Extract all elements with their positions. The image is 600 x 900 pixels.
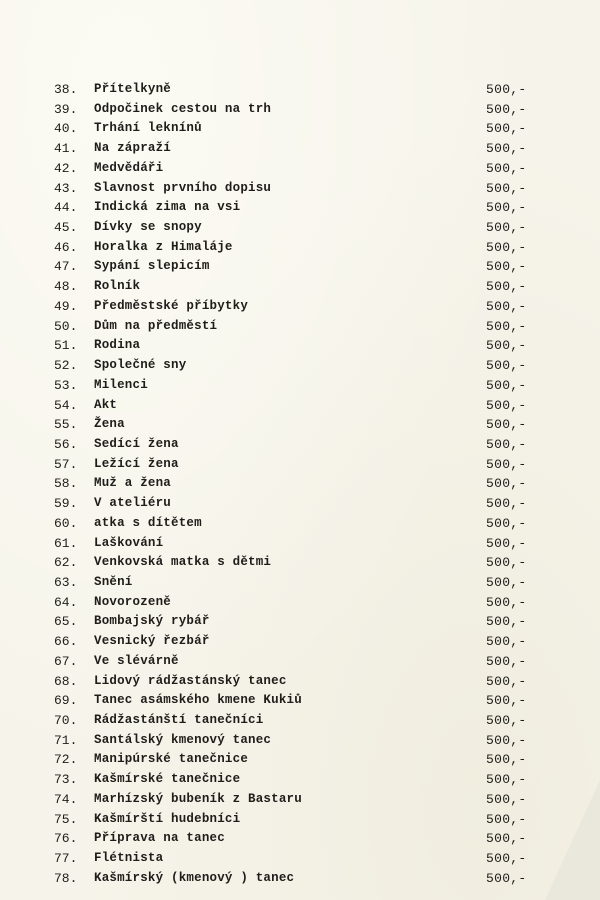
entry-number: 68. — [54, 673, 78, 689]
list-item — [54, 691, 544, 711]
entry-number: 54. — [54, 397, 78, 413]
entry-title: Akt — [94, 397, 118, 412]
entry-title: Kašmírští hudebníci — [94, 811, 241, 826]
entry-title: Sedící žena — [94, 436, 179, 451]
entry-title: Snění — [94, 574, 133, 589]
entry-title: Trhání leknínů — [94, 121, 202, 136]
entry-price: 500,- — [486, 693, 527, 709]
entry-number: 47. — [54, 259, 78, 275]
list-item — [54, 593, 544, 613]
entry-number: 60. — [54, 515, 78, 531]
entry-number: 41. — [54, 141, 78, 157]
entry-price: 500,- — [486, 634, 527, 650]
entry-price: 500,- — [486, 831, 527, 847]
entry-number: 57. — [54, 456, 78, 472]
entry-price: 500,- — [486, 772, 527, 788]
entry-title: Kašmírské tanečnice — [94, 772, 241, 787]
entry-title: Medvědáři — [94, 160, 164, 175]
list-item — [54, 849, 544, 869]
entry-number: 63. — [54, 574, 78, 590]
list-item — [54, 770, 544, 790]
entry-title: Muž a žena — [94, 476, 172, 491]
list-item — [54, 790, 544, 810]
list-item — [54, 810, 544, 830]
entry-number: 65. — [54, 614, 78, 630]
entry-title: Marhízský bubeník z Bastaru — [94, 791, 302, 806]
list-item — [54, 829, 544, 849]
entry-title: Žena — [94, 417, 125, 432]
entry-title: Dům na předměstí — [94, 318, 218, 333]
entry-title: Rádžastánští tanečníci — [94, 713, 264, 727]
list-item — [54, 179, 544, 199]
entry-number: 42. — [54, 160, 78, 176]
list-item — [54, 159, 544, 179]
entry-price: 500,- — [486, 259, 527, 275]
entry-price: 500,- — [486, 121, 527, 137]
entry-title: Laškování — [94, 535, 164, 550]
entry-price: 500,- — [486, 456, 527, 472]
entry-number: 76. — [54, 831, 78, 847]
list-item — [54, 356, 544, 376]
entry-price: 500,- — [486, 555, 527, 571]
entry-price: 500,- — [486, 220, 527, 236]
list-item — [54, 317, 544, 337]
list-item — [54, 435, 544, 455]
entry-number: 44. — [54, 200, 78, 216]
list-item — [54, 119, 544, 139]
entry-title: Ležící žena — [94, 456, 179, 471]
entry-title: Manipúrské tanečnice — [94, 752, 249, 767]
entry-number: 74. — [54, 791, 78, 807]
paper-corner-fold — [545, 780, 600, 900]
list-item — [54, 553, 544, 573]
entry-number: 61. — [54, 535, 78, 551]
entry-number: 51. — [54, 338, 78, 354]
entry-price: 500,- — [486, 732, 527, 748]
entry-price: 500,- — [486, 141, 527, 157]
entry-price: 500,- — [486, 101, 527, 117]
entry-number: 48. — [54, 279, 78, 295]
list-item — [54, 612, 544, 632]
entry-title: Flétnista — [94, 851, 164, 866]
entry-price: 500,- — [486, 417, 527, 433]
entry-price: 500,- — [486, 574, 527, 590]
list-item — [54, 238, 544, 258]
list-item — [54, 514, 544, 534]
list-item — [54, 257, 544, 277]
list-item — [54, 534, 544, 554]
entry-number: 46. — [54, 239, 78, 255]
entry-number: 67. — [54, 653, 78, 669]
list-item — [54, 494, 544, 514]
entry-price: 500,- — [486, 535, 527, 551]
entry-price: 500,- — [486, 377, 527, 393]
entry-number: 62. — [54, 555, 78, 571]
entry-number: 69. — [54, 693, 78, 709]
entry-number: 73. — [54, 772, 78, 788]
entry-number: 56. — [54, 436, 78, 452]
entry-price: 500,- — [486, 594, 527, 610]
entry-title: Předměstské příbytky — [94, 298, 249, 313]
list-item — [54, 573, 544, 593]
entry-price: 500,- — [486, 673, 527, 689]
entry-number: 43. — [54, 180, 78, 196]
entry-title: Přítelkyně — [94, 82, 172, 96]
entry-price: 500,- — [486, 476, 527, 492]
entry-title: Slavnost prvního dopisu — [94, 180, 272, 195]
entry-price: 500,- — [486, 791, 527, 807]
entry-number: 49. — [54, 298, 78, 314]
list-item — [54, 731, 544, 751]
list-item — [54, 336, 544, 356]
list-item — [54, 218, 544, 238]
list-item — [54, 672, 544, 692]
entry-title: Kašmírský (kmenový ) tanec — [94, 870, 295, 885]
entry-title: Santálský kmenový tanec — [94, 732, 272, 747]
entry-number: 58. — [54, 476, 78, 492]
entry-price: 500,- — [486, 397, 527, 413]
list-item — [54, 139, 544, 159]
entry-title: Indická zima na vsi — [94, 200, 241, 215]
entry-price: 500,- — [486, 851, 527, 867]
entry-price: 500,- — [486, 614, 527, 630]
list-item — [54, 297, 544, 317]
entry-number: 39. — [54, 101, 78, 117]
entry-price: 500,- — [486, 200, 527, 216]
list-item — [54, 750, 544, 770]
entry-title: Milenci — [94, 377, 148, 392]
entry-number: 64. — [54, 594, 78, 610]
entry-number: 78. — [54, 870, 78, 886]
entry-title: Lidový rádžastánský tanec — [94, 673, 287, 688]
entry-price: 500,- — [486, 515, 527, 531]
list-item — [54, 415, 544, 435]
entry-title: Bombajský rybář — [94, 614, 210, 629]
entry-title: Vesnický řezbář — [94, 634, 210, 649]
entry-price: 500,- — [486, 279, 527, 295]
entry-number: 38. — [54, 82, 78, 97]
entry-price: 500,- — [486, 160, 527, 176]
entry-number: 70. — [54, 713, 78, 728]
list-item — [54, 376, 544, 396]
entry-price: 500,- — [486, 713, 527, 728]
entry-price: 500,- — [486, 496, 527, 512]
entry-title: Horalka z Himaláje — [94, 239, 233, 254]
entry-title: Příprava na tanec — [94, 831, 225, 846]
entry-price: 500,- — [486, 811, 527, 827]
entry-title: Dívky se snopy — [94, 220, 202, 235]
entry-title: Sypání slepicím — [94, 259, 210, 274]
entry-price: 500,- — [486, 180, 527, 196]
entry-price: 500,- — [486, 436, 527, 452]
list-item — [54, 652, 544, 672]
entry-title: Rodina — [94, 338, 141, 353]
entry-price: 500,- — [486, 82, 527, 97]
list-item — [54, 632, 544, 652]
entry-title: atka s dítětem — [94, 515, 202, 530]
list-item — [54, 474, 544, 494]
list-item — [54, 455, 544, 475]
entry-title: Společné sny — [94, 358, 187, 373]
entry-title: V ateliéru — [94, 496, 172, 511]
entry-number: 77. — [54, 851, 78, 867]
entry-price: 500,- — [486, 870, 527, 886]
entry-price: 500,- — [486, 239, 527, 255]
entry-number: 75. — [54, 811, 78, 827]
entry-number: 45. — [54, 220, 78, 236]
entry-price: 500,- — [486, 298, 527, 314]
entry-title: Tanec asámského kmene Kukiů — [94, 693, 302, 708]
list-item — [54, 277, 544, 297]
artwork-price-list — [54, 80, 544, 888]
entry-number: 53. — [54, 377, 78, 393]
entry-number: 71. — [54, 732, 78, 748]
entry-price: 500,- — [486, 358, 527, 374]
list-item — [54, 80, 544, 100]
list-item — [54, 198, 544, 218]
list-item — [54, 396, 544, 416]
entry-price: 500,- — [486, 318, 527, 334]
entry-number: 52. — [54, 358, 78, 374]
entry-price: 500,- — [486, 653, 527, 669]
entry-title: Na zápraží — [94, 141, 172, 156]
list-item — [54, 869, 544, 889]
entry-number: 50. — [54, 318, 78, 334]
entry-title: Odpočinek cestou na trh — [94, 101, 272, 116]
entry-title: Rolník — [94, 279, 141, 294]
entry-number: 55. — [54, 417, 78, 433]
entry-title: Ve slévárně — [94, 653, 179, 668]
entry-number: 40. — [54, 121, 78, 137]
entry-title: Novorozeně — [94, 594, 172, 609]
entry-price: 500,- — [486, 338, 527, 354]
entry-number: 66. — [54, 634, 78, 650]
list-item — [54, 100, 544, 120]
entry-number: 72. — [54, 752, 78, 768]
list-item — [54, 711, 544, 731]
entry-title: Venkovská matka s dětmi — [94, 555, 272, 570]
entry-price: 500,- — [486, 752, 527, 768]
entry-number: 59. — [54, 496, 78, 512]
